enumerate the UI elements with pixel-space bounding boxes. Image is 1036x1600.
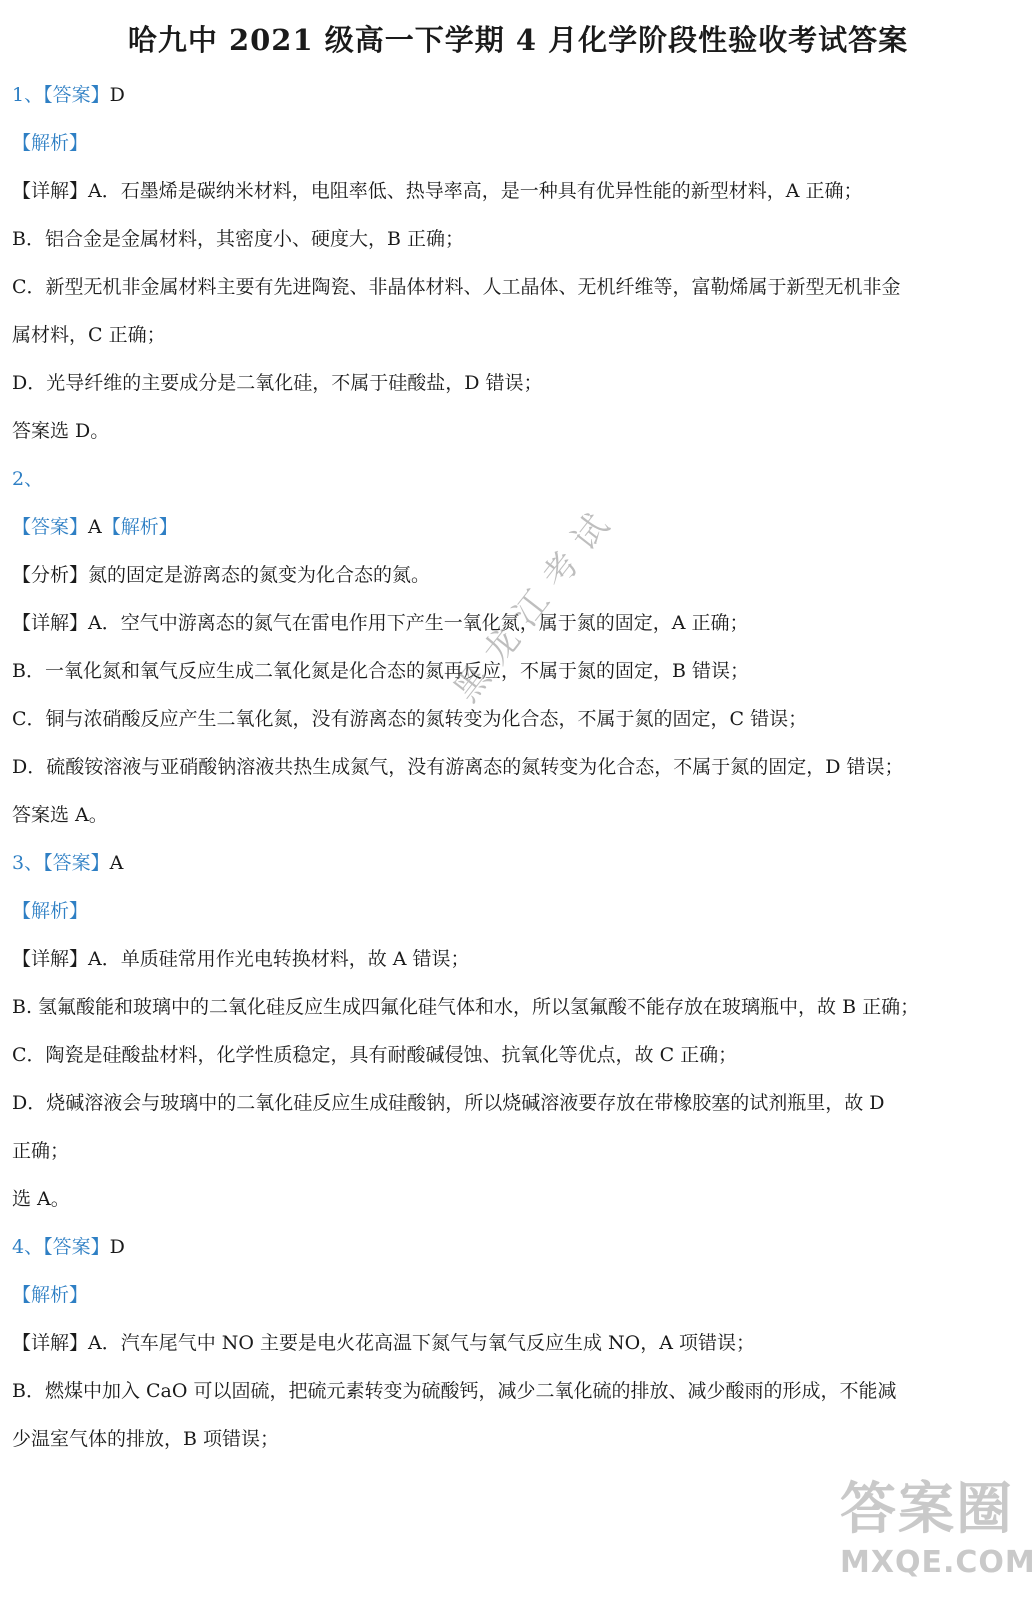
text-line: 属材料，C 正确；: [12, 324, 166, 346]
page-title: 哈九中 2021 级高一下学期 4 月化学阶段性验收考试答案: [127, 23, 909, 57]
text-line: D．烧碱溶液会与玻璃中的二氧化硅反应生成硅酸钠，所以烧碱溶液要存放在带橡胶塞的试剂瓶里，故 D: [12, 1092, 885, 1114]
text-line: C．新型无机非金属材料主要有先进陶瓷、非晶体材料、人工晶体、无机纤维等，富勒烯属于新型无机非金: [12, 276, 901, 298]
text-line: 【详解】A．石墨烯是碳纳米材料，电阻率低、热导率高，是一种具有优异性能的新型材料，A 正确；: [12, 180, 863, 202]
text-line: 答案选 D。: [12, 420, 110, 442]
text-line: 【详解】A．汽车尾气中 NO 主要是电火花高温下氮气与氧气反应生成 NO，A 项错误；: [12, 1332, 756, 1354]
watermark-text: 黑龙江考试: [446, 495, 626, 710]
answer-line: 【答案】A【解析】: [12, 516, 178, 538]
analysis-heading: 【解析】: [12, 132, 89, 154]
analysis-heading: 【解析】: [12, 1284, 89, 1306]
logo-site-text: MXQE.COM: [840, 1545, 1036, 1580]
text-line: D．光导纤维的主要成分是二氧化硅，不属于硅酸盐，D 错误；: [12, 372, 543, 394]
answer-line: 4、【答案】D: [12, 1236, 125, 1258]
text-line: B．燃煤中加入 CaO 可以固硫，把硫元素转变为硫酸钙，减少二氧化硫的排放、减少酸雨的形成，不能减: [12, 1380, 897, 1402]
text-line: 答案选 A。: [12, 804, 108, 826]
question-number: 2、: [12, 468, 44, 490]
text-line: D．硫酸铵溶液与亚硝酸钠溶液共热生成氮气，没有游离态的氮转变为化合态，不属于氮的固定，D 错误；: [12, 756, 904, 778]
text-line: B．一氧化氮和氧气反应生成二氧化氮是化合态的氮再反应，不属于氮的固定，B 错误；: [12, 660, 749, 682]
text-line: 少温室气体的排放，B 项错误；: [12, 1428, 280, 1450]
text-line: B．铝合金是金属材料，其密度小、硬度大，B 正确；: [12, 228, 464, 250]
answer-line: 3、【答案】A: [12, 852, 124, 874]
text-line: 【详解】A．空气中游离态的氮气在雷电作用下产生一氧化氮，属于氮的固定，A 正确；: [12, 612, 749, 634]
text-line: 【分析】氮的固定是游离态的氮变为化合态的氮。: [12, 564, 431, 586]
text-line: C．陶瓷是硅酸盐材料，化学性质稳定，具有耐酸碱侵蚀、抗氧化等优点，故 C 正确；: [12, 1044, 738, 1066]
answer-line: 1、【答案】D: [12, 84, 125, 106]
text-line: B. 氢氟酸能和玻璃中的二氧化硅反应生成四氟化硅气体和水，所以氢氟酸不能存放在玻璃瓶中，故 B 正确；: [12, 996, 920, 1018]
text-line: 正确；: [12, 1140, 70, 1162]
logo-main-text: 答案圈: [840, 1477, 1014, 1542]
text-line: 【详解】A．单质硅常用作光电转换材料，故 A 错误；: [12, 948, 470, 970]
analysis-heading: 【解析】: [12, 900, 89, 922]
text-line: 选 A。: [12, 1188, 70, 1210]
text-line: C．铜与浓硝酸反应产生二氧化氮，没有游离态的氮转变为化合态，不属于氮的固定，C 错误；: [12, 708, 808, 730]
watermark-logo: [840, 1475, 1036, 1595]
